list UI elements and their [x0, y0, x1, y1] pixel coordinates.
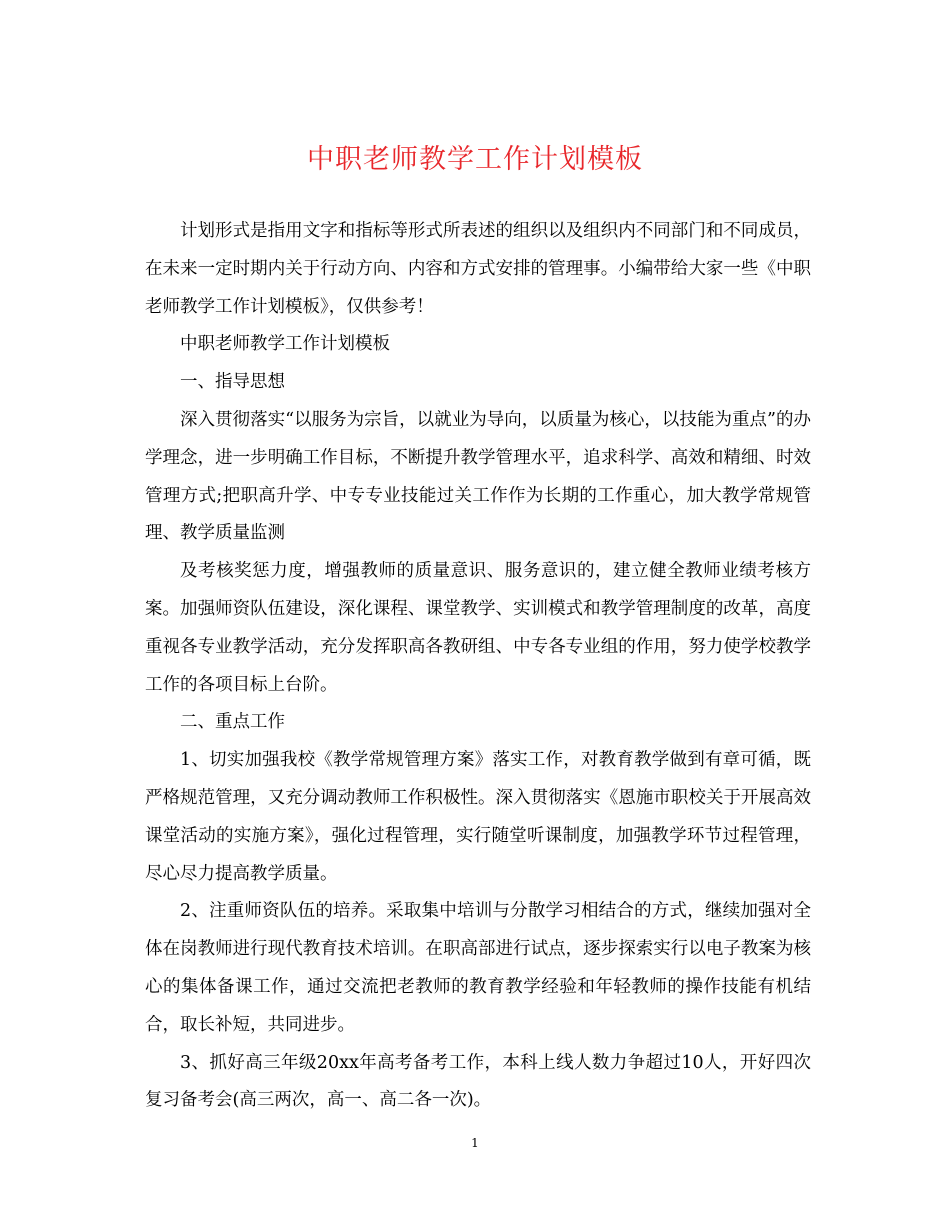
key-work-item-2: 2、注重师资队伍的培养。采取集中培训与分散学习相结合的方式，继续加强对全体在岗教师进行现代教育技术培训。在职高部进行试点，逐步探索实行以电子教案为核心的集体备课工作，通过交流把老教师的教育教学经验和年轻教师的操作技能有机结合，取长补短，共同进步。 [145, 901, 811, 1035]
key-work-item-1: 1、切实加强我校《教学常规管理方案》落实工作，对教育教学做到有章可循，既严格规范管理，又充分调动教师工作积极性。深入贯彻落实《恩施市职校关于开展高效课堂活动的实施方案》，强化过程管理，实行随堂听课制度，加强教学环节过程管理，尽心尽力提高教学质量。 [145, 750, 811, 884]
section-heading-key-work: 二、重点工作 [180, 712, 285, 733]
guiding-thought-paragraph-1: 深入贯彻落实“以服务为宗旨，以就业为导向，以质量为核心，以技能为重点”的办学理念，进一步明确工作目标，不断提升教学管理水平，追求科学、高效和精细、时效管理方式;把职高升学、中专专业技能过关工作作为长期的工作重心，加大教学常规管理、教学质量监测 [145, 409, 811, 544]
section-heading-guiding-thought: 一、指导思想 [180, 372, 285, 393]
subtitle-paragraph: 中职老师教学工作计划模板 [180, 334, 390, 355]
page-number: 1 [471, 1136, 479, 1150]
document-body [145, 213, 811, 1120]
intro-paragraph: 计划形式是指用文字和指标等形式所表述的组织以及组织内不同部门和不同成员，在未来一定时期内关于行动方向、内容和方式安排的管理事。小编带给大家一些《中职老师教学工作计划模板》，仅供参考！ [145, 221, 811, 317]
guiding-thought-paragraph-2: 及考核奖惩力度，增强教师的质量意识、服务意识的，建立健全教师业绩考核方案。加强师资队伍建设，深化课程、课堂教学、实训模式和教学管理制度的改革，高度重视各专业教学活动，充分发挥职高各教研组、中专各专业组的作用，努力使学校教学工作的各项目标上台阶。 [145, 561, 811, 695]
key-work-item-3: 3、抓好高三年级20xx年高考备考工作，本科上线人数力争超过10人，开好四次复习备考会(高三两次，高一、高二各一次)。 [145, 1052, 811, 1111]
document-title: 中职老师教学工作计划模板 [307, 144, 643, 175]
